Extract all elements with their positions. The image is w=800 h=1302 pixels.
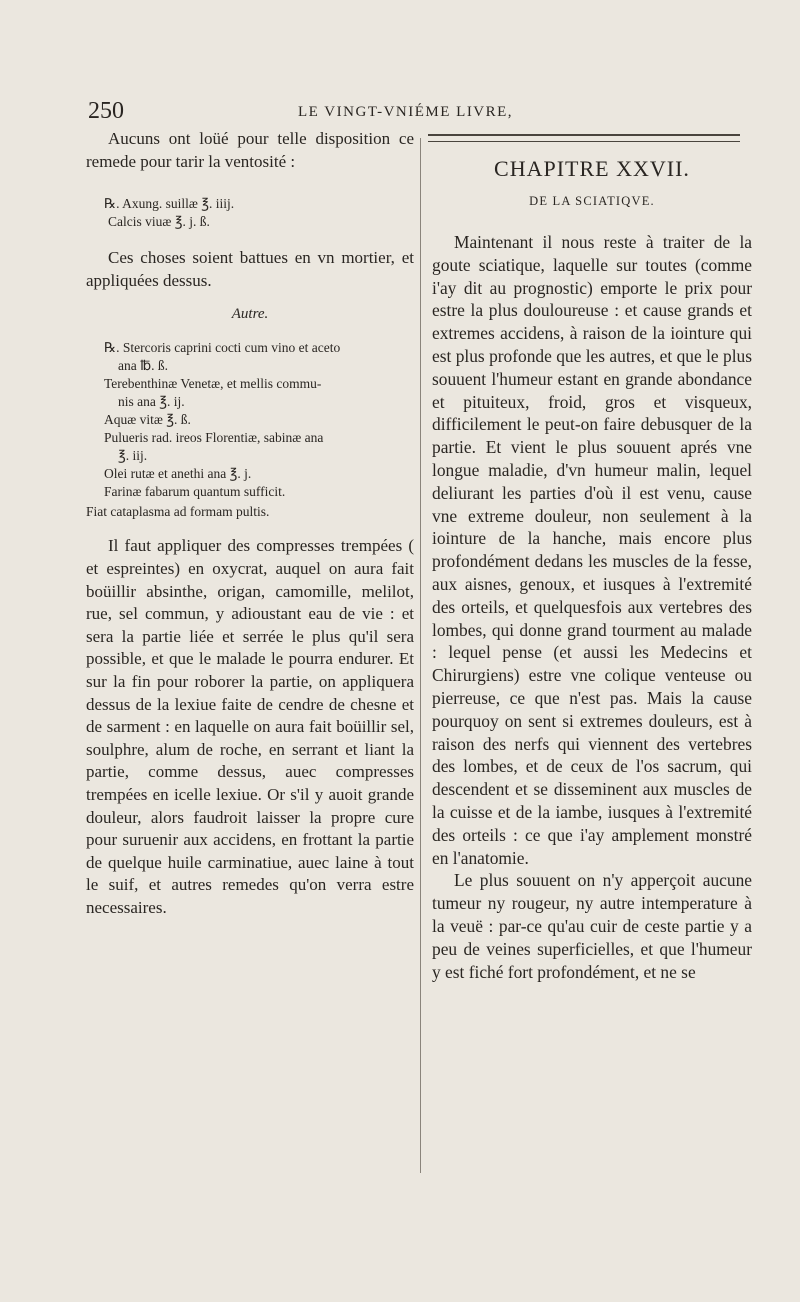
autre-heading: Autre. xyxy=(231,306,269,323)
recipe-1-line: ℞. Axung. suillæ ℥. iiij. xyxy=(104,196,235,212)
recipe-2-line: ℞. Stercoris caprini cocti cum vino et aceto xyxy=(104,340,341,356)
recipe-2-cont: nis ana ℥. ij. xyxy=(118,394,185,410)
running-title: LE VINGT-VNIÉME LIVRE, xyxy=(298,104,514,120)
chapter-title: CHAPITRE XXVII. xyxy=(494,156,690,181)
page-number: 250 xyxy=(88,98,124,124)
recipe-2-cont: ℥. iij. xyxy=(118,448,148,464)
main-paragraph: Il faut appliquer des compresses trempées ( et espreintes) en oxycrat, auquel on aura fait boüillir absinthe, origan, camomille, melilot, rue, sel commun, y adioustant eau de vie : et sera la partie liée et serrée le plus qu'il sera possible, et que le malade le pourra endurer. Et sur la fin pour roborer la partie, on appliquera dessus de la lexiue faite de cendre de chesne et de sarment : en laquelle on aura fait boüillir sel, soulphre, alum de roche, en serrant et liant la partie, comme dessus, auec compresses trempées en icelle lexiue. Or s'il y auoit grande douleur, alors faudroit laisser la propre cure pour suruenir aux accidens, en frottant la partie de quelque huile carminatiue, auec laine à tout le suif, et autres remedes qu'on verra estre necessaires. xyxy=(86,536,414,917)
recipe-2 xyxy=(104,339,414,501)
recipe-2-line: Farinæ fabarum quantum sufficit. xyxy=(104,484,286,500)
recipe-1 xyxy=(104,195,414,231)
recipe-2-line: Aquæ vitæ ℥. ß. xyxy=(104,412,191,428)
recipe-2-line: Pulueris rad. ireos Florentiæ, sabinæ ana xyxy=(104,430,324,446)
recipe-1-line: Calcis viuæ ℥. j. ß. xyxy=(108,214,210,230)
chapter-subtitle: DE LA SCIATIQVE. xyxy=(529,194,655,208)
recipe-2-line: Terebenthinæ Venetæ, et mellis commu- xyxy=(104,376,322,392)
chapter-paragraph-1: Maintenant il nous reste à traiter de la goute sciatique, laquelle sur toutes (comme i'ay dit au prognostic) emporte le prix pour estre la plus douloureuse : et cause grands et extremes accidens, à raison de la iointure qui est plus profonde que les autres, et que le plus souuent l'humeur estant en grande abondance et pituiteux, froid, gros et visqueux, difficilement le peut-on faire debusquer de la partie. Et vient le plus souuent aprés vne longue maladie, d'vn humeur malin, lequel deliurant les parties d'où il est venu, cause vne extreme douleur, non seulement à la iointure de la hanche, mais encore plus profondément dedans les muscles de la fesse, aux aisnes, genoux, et iusques à l'extremité des orteils, et quelquesfois aux vertebres des lombes, qui donne grand tourment au malade : lequel pense (et aussi les Medecins et Chirurgiens) estre vne colique venteuse ou pierreuse, ce que n'est pas. Mais la cause pourquoy on sent si extremes douleurs, est à raison des nerfs qui viennent des vertebres des lombes, et de ceux de l'os sacrum, qui descendent et se disseminent aux muscles de la cuisse et de la iambe, iusques à l'extremité des orteils : ce que i'ay amplement monstré en l'anatomie. xyxy=(432,232,752,868)
beaten-paragraph: Ces choses soient battues en vn mortier, et appliquées dessus. xyxy=(86,248,414,290)
left-column xyxy=(86,128,414,919)
intro-paragraph: Aucuns ont loüé pour telle disposition ce remede pour tarir la ventosité : xyxy=(86,129,414,171)
column-divider xyxy=(420,138,421,1173)
recipe-2-line: Olei rutæ et anethi ana ℥. j. xyxy=(104,466,252,482)
right-column xyxy=(432,128,752,983)
chapter-paragraph-2: Le plus souuent on n'y apperçoit aucune tumeur ny rougeur, ny autre intemperature à la veuë : par-ce qu'au cuir de ceste partie y a peu de veines superficielles, et que l'humeur y est fiché fort profondément, et ne se xyxy=(432,870,752,982)
page-header xyxy=(88,98,748,128)
fiat-line: Fiat cataplasma ad formam pultis. xyxy=(86,504,270,520)
recipe-2-cont: ana ℔. ß. xyxy=(118,358,169,374)
